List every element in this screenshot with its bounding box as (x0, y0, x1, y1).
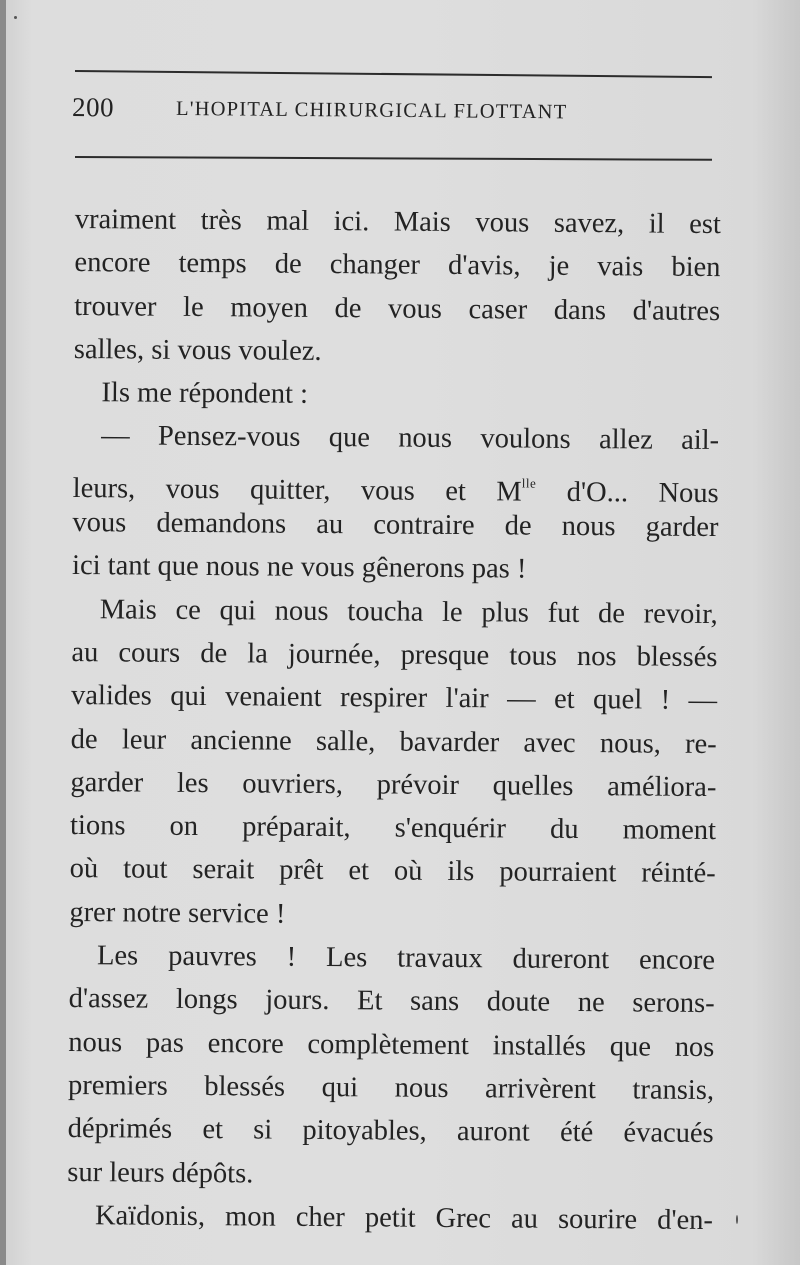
superscript-lle: lle (521, 475, 537, 491)
text-line: garder les ouvriers, prévoir quelles améliora- (70, 766, 717, 803)
text-line: au cours de la journée, presque tous nos blessés (71, 636, 718, 674)
text-line: Mais ce qui nous toucha le plus fut de revoir, (99, 593, 718, 630)
text-segment: leurs, vous quitter, vous et M (72, 472, 522, 508)
text-line: encore temps de changer d'avis, je vais bien (74, 247, 721, 284)
running-head: L'HOPITAL CHIRURGICAL FLOTTANT (175, 97, 568, 124)
text-line: valides qui venaient respirer l'air — et quel ! — (70, 680, 718, 717)
text-line: Kaïdonis, mon cher petit Grec au sourire d'en- (94, 1200, 714, 1236)
text-line: — Pensez-vous que nous voulons allez ail- (101, 420, 720, 457)
text-line: ici tant que nous ne vous gênerons pas ! (71, 550, 527, 585)
page-header (72, 92, 712, 138)
text-line: trouver le moyen de vous caser dans d'autres (74, 290, 721, 327)
text-line: de leur ancienne salle, bavarder avec nous, re- (70, 723, 717, 760)
print-speck (736, 1215, 738, 1224)
text-line: grer notre service ! (69, 896, 286, 930)
text-line: vous demandons au contraire de nous garder (72, 507, 719, 544)
text-line: Les pauvres ! Les travaux dureront encore (96, 940, 716, 977)
text-line: où tout serait prêt et où ils pourraient réinté- (69, 853, 716, 890)
print-speck (14, 16, 17, 19)
header-rule-top (75, 70, 712, 78)
text-line: sur leurs dépôts. (67, 1156, 254, 1189)
header-rule-bottom (75, 156, 712, 161)
page-edge-shadow (0, 0, 6, 1265)
text-line: d'assez longs jours. Et sans doute ne serons- (68, 983, 715, 1020)
text-line-with-superscript (72, 458, 719, 509)
text-line: vraiment très mal ici. Mais vous savez, il est (74, 203, 721, 241)
text-line: nous pas encore complètement installés que nos (68, 1026, 715, 1063)
text-line: salles, si vous voulez. (73, 333, 322, 367)
page-number: 200 (71, 92, 115, 123)
text-line: premiers blessés qui nous arrivèrent transis, (67, 1069, 715, 1106)
text-segment: d'O... Nous (566, 476, 719, 509)
text-line: tions on préparait, s'enquérir du moment (69, 810, 717, 847)
text-line: déprimés et si pitoyables, auront été évacués (67, 1113, 714, 1150)
text-line: Ils me répondent : (101, 377, 309, 411)
body-text (67, 198, 725, 1242)
